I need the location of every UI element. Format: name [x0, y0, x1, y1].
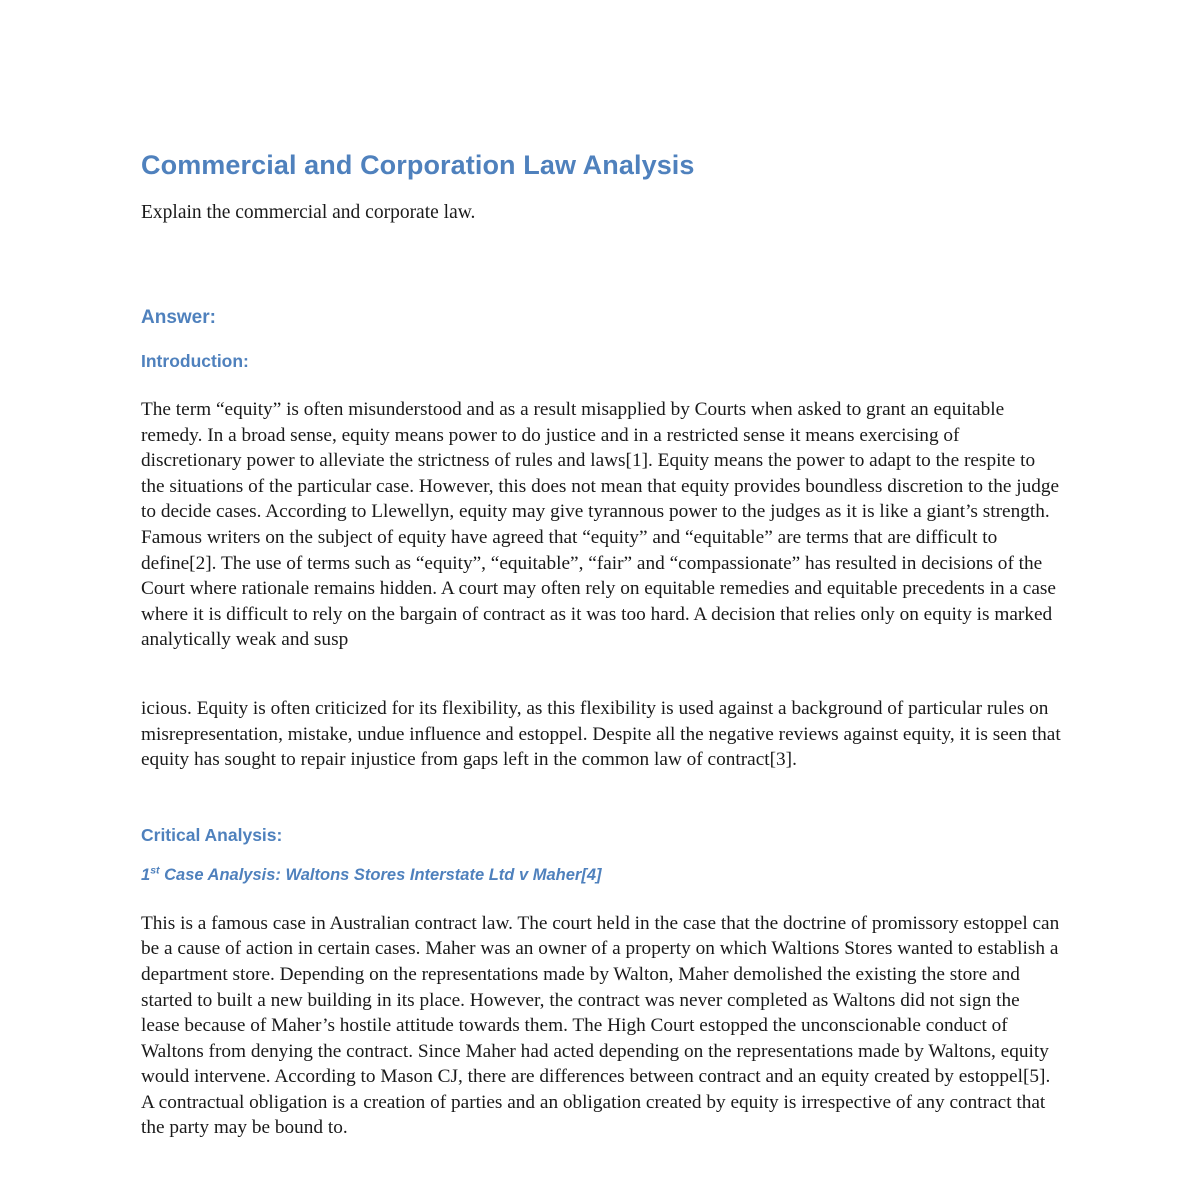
paragraph-introduction-part-1: The term “equity” is often misunderstood and as a result misapplied by Courts when asked to grant an equitable remedy. In a broad sense, equity means power to do justice and in a restricted sense it means exercising of discretionary power to alleviate the strictness of rules and laws[1]. Equity means the power to adapt to the respite to the situations of the particular case. However, this does not mean that equity provides boundless discretion to the judge to decide cases. According to Llewellyn, equity may give tyrannous power to the judges as it is like a giant’s strength. Famous writers on the subject of equity have agreed that “equity” and “equitable” are terms that are difficult to define[2]. The use of terms such as “equity”, “equitable”, “fair” and “compassionate” has resulted in decisions of the Court where rationale remains hidden. A court may often rely on equitable remedies and equitable precedents in a case where it is difficult to rely on the bargain of contract as it was too hard. A decision that relies only on equity is marked analytically weak and susp: [141, 399, 1060, 651]
paragraph-case-analysis: This is a famous case in Australian contract law. The court held in the case that the doctrine of promissory estoppel can be a cause of action in certain cases. Maher was an owner of a property on which Waltions Stores wanted to establish a department store. Depending on the representations made by Walton, Maher demolished the existing the store and started to built a new building in its place. However, the contract was never completed as Waltons did not sign the lease because of Maher’s hostile attitude towards them. The High Court estopped the unconscionable conduct of Waltons from denying the contract. Since Maher had acted depending on the representations made by Waltons, equity would intervene. According to Mason CJ, there are differences between contract and an equity created by estoppel[5]. A contractual obligation is a creation of parties and an obligation created by equity is irrespective of any contract that the party may be bound to.: [141, 912, 1060, 1139]
heading-answer: Answer:: [141, 307, 216, 328]
case-ordinal-number: 1: [141, 865, 151, 884]
page-title: Commercial and Corporation Law Analysis: [141, 150, 695, 180]
prompt-question: Explain the commercial and corporate law.: [141, 202, 476, 223]
case-subheading-text: Case Analysis: Waltons Stores Interstate Ltd v Maher[4]: [159, 865, 602, 884]
heading-critical-analysis: Critical Analysis:: [141, 824, 283, 845]
heading-introduction: Introduction:: [141, 351, 249, 371]
paragraph-introduction-part-2: icious. Equity is often criticized for its flexibility, as this flexibility is used against a background of particular rules on misrepresentation, mistake, undue influence and estoppel. Despite all the negative reviews against equity, it is seen that equity has sought to repair injustice from gaps left in the common law of contract[3].: [141, 697, 1061, 771]
case-ordinal-suffix: st: [150, 864, 160, 877]
heading-case-analysis-1: [141, 863, 1060, 887]
